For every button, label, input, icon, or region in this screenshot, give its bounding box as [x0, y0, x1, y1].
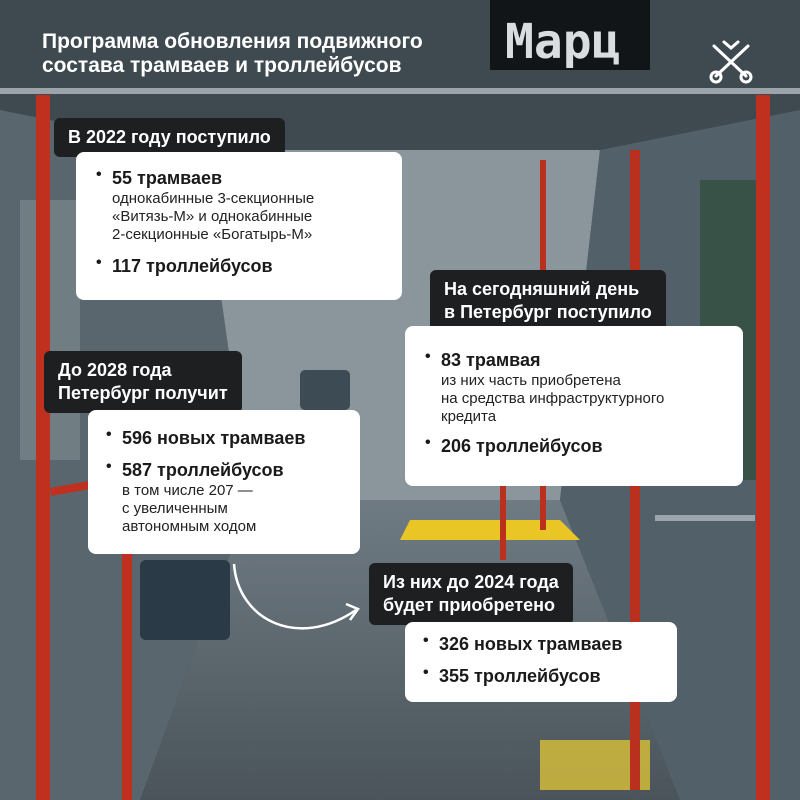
header-today	[430, 270, 666, 332]
header-2024-line-2: будет приобретено	[383, 595, 555, 615]
detail-line: однокабинные 3-секционные	[112, 190, 315, 207]
item-trolleybuses-2028: • 587 троллейбусов	[122, 460, 284, 480]
curved-arrow-icon	[228, 560, 368, 650]
title-line-1: Программа обновления подвижного	[42, 30, 423, 53]
list-item	[419, 434, 733, 458]
header-2024-line-1: Из них до 2024 года	[383, 572, 559, 592]
header-2028-line-2: Петербург получит	[58, 383, 228, 403]
header-2024	[369, 563, 573, 625]
title-line-2: состава трамваев и троллейбусов	[42, 54, 402, 77]
item-trolleybuses-2028-detail	[122, 482, 350, 536]
list-item	[100, 458, 350, 536]
route-display-sign: Марц	[505, 14, 621, 70]
st-petersburg-emblem-icon	[706, 38, 756, 84]
item-trams-2028: • 596 новых трамваев	[122, 428, 306, 448]
page-title	[42, 30, 562, 78]
list-item	[417, 664, 667, 688]
card-today	[405, 326, 743, 486]
item-trolleybuses-2024: • 355 троллейбусов	[439, 666, 601, 686]
detail-line: автономным ходом	[122, 518, 257, 535]
detail-line: «Витязь-М» и однокабинные	[112, 208, 313, 225]
header-2028	[44, 351, 242, 413]
detail-line: на средства инфраструктурного	[441, 390, 665, 407]
card-2022	[76, 152, 402, 300]
detail-line: в том числе 207 —	[122, 482, 253, 499]
list-item	[90, 166, 392, 244]
item-trolleybuses-today: • 206 троллейбусов	[441, 436, 603, 456]
item-trams-2024: • 326 новых трамваев	[439, 634, 623, 654]
detail-line: кредита	[441, 408, 497, 425]
detail-line: из них часть приобретена	[441, 372, 621, 389]
header-2022-text: В 2022 году поступило	[68, 127, 271, 147]
item-trolleybuses-2022: • 117 троллейбусов	[112, 256, 273, 276]
header-today-line-1: На сегодняшний день	[444, 279, 640, 299]
item-trams-2022-detail	[112, 190, 392, 244]
detail-line: с увеличенным	[122, 500, 228, 517]
header-2028-line-1: До 2028 года	[58, 360, 172, 380]
item-trams-2022: • 55 трамваев	[112, 168, 223, 188]
item-trams-today-detail	[441, 372, 733, 426]
item-trams-today: • 83 трамвая	[441, 350, 541, 370]
list-item	[100, 426, 350, 450]
list-item	[90, 254, 392, 278]
card-2028	[88, 410, 360, 554]
header-today-line-2: в Петербург поступило	[444, 302, 652, 322]
list-item	[419, 348, 733, 426]
list-item	[417, 632, 667, 656]
detail-line: 2-секционные «Богатырь-М»	[112, 226, 313, 243]
card-2024	[405, 622, 677, 702]
